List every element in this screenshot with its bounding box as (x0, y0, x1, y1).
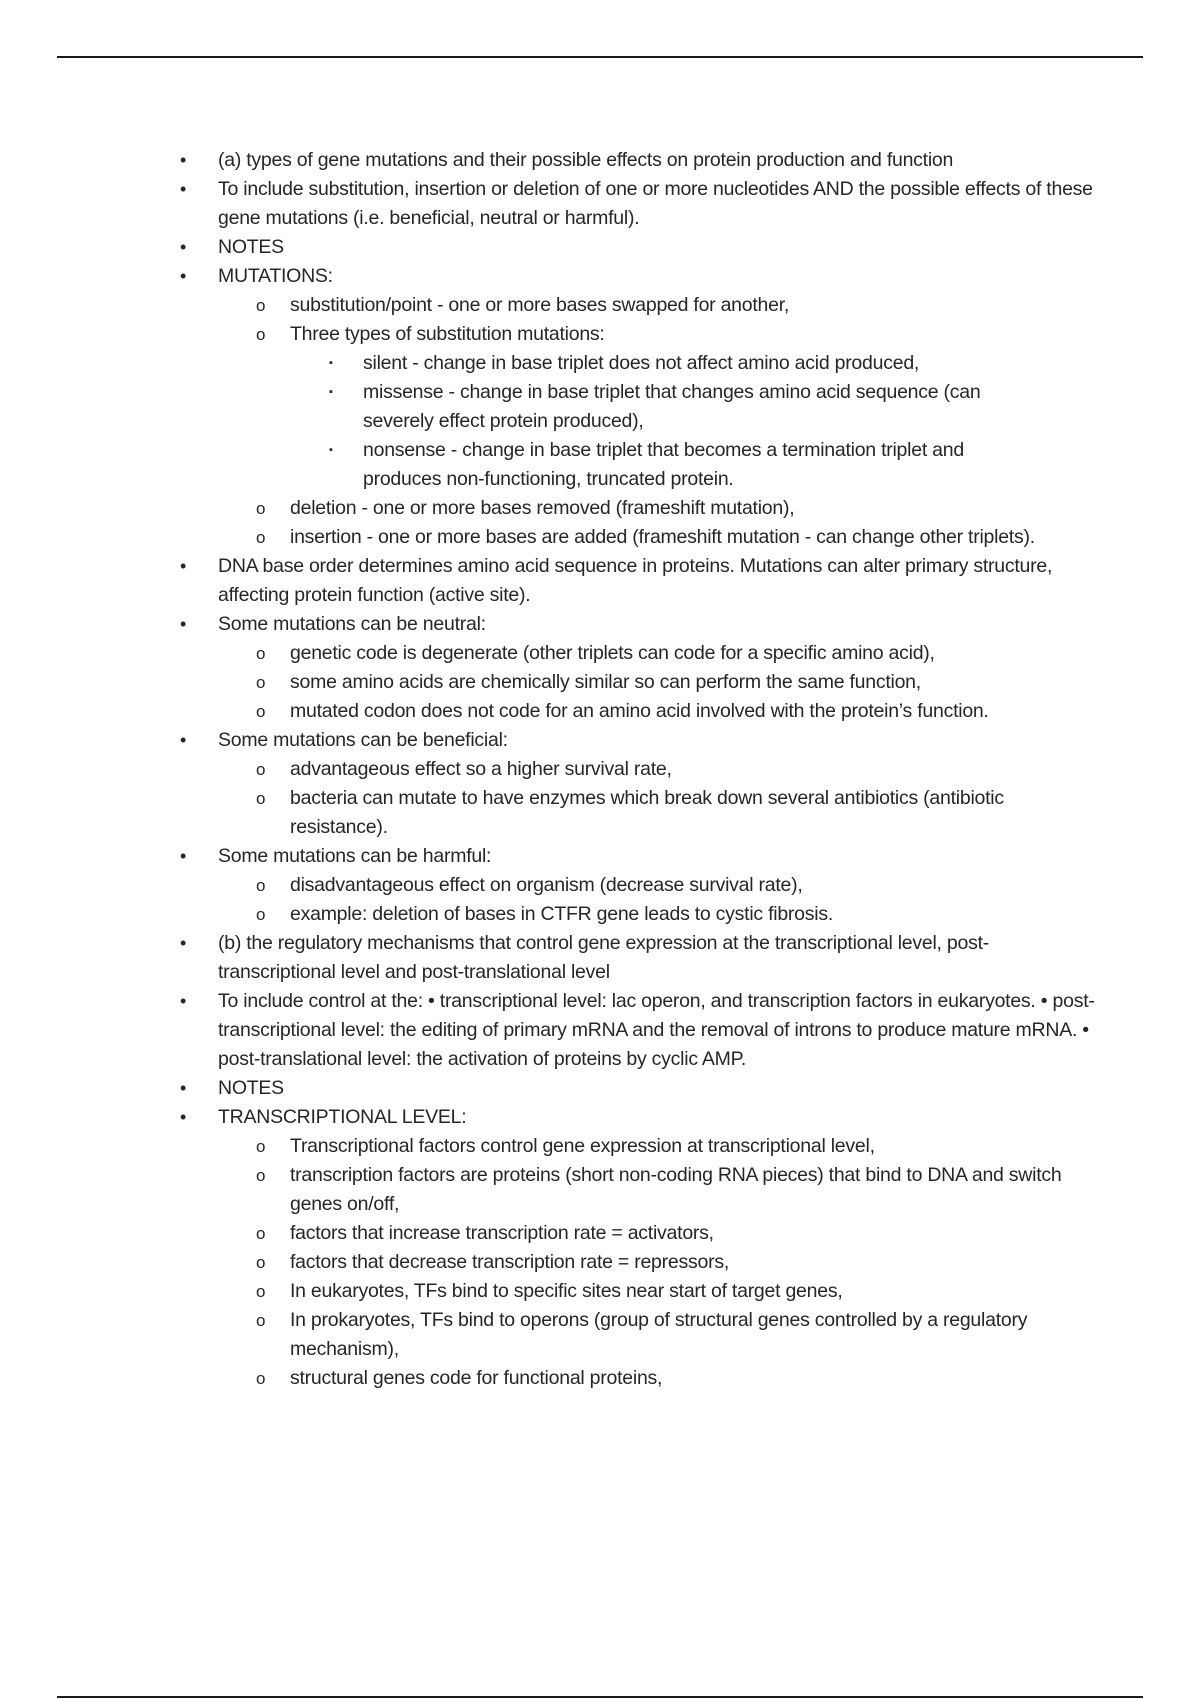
list-item (256, 639, 1098, 668)
list-item (180, 175, 1098, 233)
list-item-text: Transcriptional factors control gene expression at transcriptional level, (290, 1135, 875, 1157)
list-item-text: nonsense - change in base triplet that becomes a termination triplet and produces non-functioning, truncated protein. (363, 439, 964, 490)
bullet-marker: • (180, 846, 187, 866)
bullet-marker: o (256, 644, 266, 663)
list-item-text: mutated codon does not code for an amino acid involved with the protein’s function. (290, 700, 989, 722)
list-item-text: NOTES (218, 1077, 284, 1099)
list-item (180, 929, 1098, 987)
list-item (180, 146, 1098, 175)
document-body (0, 146, 1200, 1393)
bullet-marker: o (256, 325, 266, 344)
list-item-text: Some mutations can be beneficial: (218, 729, 508, 751)
bullet-marker: • (180, 237, 187, 257)
bullet-marker: o (256, 296, 266, 315)
list-item-text: (b) the regulatory mechanisms that control gene expression at the transcriptional level, post-transcriptional level and post-translational level (218, 932, 989, 983)
list-item-text: Some mutations can be harmful: (218, 845, 492, 867)
list-item-text: substitution/point - one or more bases swapped for another, (290, 294, 790, 316)
list-item (256, 900, 1098, 929)
bullet-marker: o (256, 789, 266, 808)
list-item (256, 1161, 1098, 1219)
list-item (256, 291, 1098, 320)
header-rule (57, 56, 1143, 58)
list-item (256, 871, 1098, 900)
bullet-marker: o (256, 1166, 266, 1185)
list-item-text: In eukaryotes, TFs bind to specific sites near start of target genes, (290, 1280, 843, 1302)
list-item (180, 552, 1098, 610)
bullet-marker: ▪ (329, 386, 333, 398)
list-item (180, 610, 1098, 639)
bullet-marker: • (180, 933, 187, 953)
list-item (256, 320, 1098, 349)
bullet-marker: o (256, 499, 266, 518)
list-item-text: some amino acids are chemically similar so can perform the same function, (290, 671, 921, 693)
list-item-text: deletion - one or more bases removed (frameshift mutation), (290, 497, 795, 519)
list-item (329, 349, 1028, 378)
list-item (256, 755, 1098, 784)
list-item-text: genetic code is degenerate (other triplets can code for a specific amino acid), (290, 642, 935, 664)
list-item (256, 784, 1098, 842)
list-item (180, 842, 1098, 871)
list-item-text: TRANSCRIPTIONAL LEVEL: (218, 1106, 467, 1128)
list-item-text: disadvantageous effect on organism (decrease survival rate), (290, 874, 803, 896)
list-item-text: silent - change in base triplet does not affect amino acid produced, (363, 352, 920, 374)
bullet-marker: o (256, 702, 266, 721)
list-item (180, 1103, 1098, 1132)
list-item-text: Some mutations can be neutral: (218, 613, 486, 635)
footer-rule (57, 1696, 1143, 1698)
list-item (329, 436, 1028, 494)
bullet-marker: o (256, 673, 266, 692)
bullet-marker: • (180, 614, 187, 634)
list-item-text: NOTES (218, 236, 284, 258)
bullet-marker: o (256, 1137, 266, 1156)
list-item (256, 1277, 1098, 1306)
list-item (180, 726, 1098, 755)
list-item-text: Three types of substitution mutations: (290, 323, 605, 345)
list-item-text: In prokaryotes, TFs bind to operons (group of structural genes controlled by a regulatory mechanism), (290, 1309, 1028, 1360)
notes-list (0, 146, 1200, 1393)
bullet-marker: • (180, 730, 187, 750)
list-item (256, 1219, 1098, 1248)
list-item-text: (a) types of gene mutations and their possible effects on protein production and function (218, 149, 954, 171)
list-item (256, 1248, 1098, 1277)
bullet-marker: • (180, 1078, 187, 1098)
bullet-marker: o (256, 528, 266, 547)
list-item-text: structural genes code for functional proteins, (290, 1367, 663, 1389)
list-item (180, 1074, 1098, 1103)
list-item-text: DNA base order determines amino acid sequence in proteins. Mutations can alter primary structure, affecting protein function (active site). (218, 555, 1053, 606)
bullet-marker: • (180, 266, 187, 286)
bullet-marker: o (256, 905, 266, 924)
list-item-text: insertion - one or more bases are added (frameshift mutation - can change other triplets). (290, 526, 1035, 548)
list-item (256, 697, 1098, 726)
list-item (256, 1364, 1098, 1393)
bullet-marker: • (180, 179, 187, 199)
list-item (180, 233, 1098, 262)
list-item-text: factors that increase transcription rate = activators, (290, 1222, 714, 1244)
bullet-marker: • (180, 991, 187, 1011)
list-item (256, 494, 1098, 523)
list-item (256, 1306, 1098, 1364)
list-item (329, 378, 1028, 436)
bullet-marker: o (256, 1282, 266, 1301)
bullet-marker: • (180, 150, 187, 170)
list-item-text: factors that decrease transcription rate = repressors, (290, 1251, 729, 1273)
list-item-text: To include control at the: • transcriptional level: lac operon, and transcription factors in eukaryotes. • post-transcriptional level: the editing of primary mRNA and the removal of introns to produce mature mRNA. • post-translational level: the activation of proteins by cyclic AMP. (218, 990, 1095, 1070)
bullet-marker: o (256, 1369, 266, 1388)
bullet-marker: • (180, 1107, 187, 1127)
list-item (256, 1132, 1098, 1161)
list-item-text: advantageous effect so a higher survival rate, (290, 758, 672, 780)
bullet-marker: o (256, 876, 266, 895)
list-item-text: missense - change in base triplet that changes amino acid sequence (can severely effect protein produced), (363, 381, 981, 432)
list-item (256, 668, 1098, 697)
list-item (180, 987, 1098, 1074)
bullet-marker: o (256, 1224, 266, 1243)
list-item (180, 262, 1098, 291)
list-item-text: bacteria can mutate to have enzymes which break down several antibiotics (antibiotic resistance). (290, 787, 1004, 838)
bullet-marker: o (256, 760, 266, 779)
bullet-marker: ▪ (329, 357, 333, 369)
bullet-marker: ▪ (329, 444, 333, 456)
list-item-text: example: deletion of bases in CTFR gene leads to cystic fibrosis. (290, 903, 834, 925)
bullet-marker: o (256, 1253, 266, 1272)
list-item-text: To include substitution, insertion or deletion of one or more nucleotides AND the possible effects of these gene mutations (i.e. beneficial, neutral or harmful). (218, 178, 1093, 229)
bullet-marker: o (256, 1311, 266, 1330)
list-item-text: transcription factors are proteins (short non-coding RNA pieces) that bind to DNA and switch genes on/off, (290, 1164, 1062, 1215)
bullet-marker: • (180, 556, 187, 576)
list-item-text: MUTATIONS: (218, 265, 333, 287)
list-item (256, 523, 1098, 552)
